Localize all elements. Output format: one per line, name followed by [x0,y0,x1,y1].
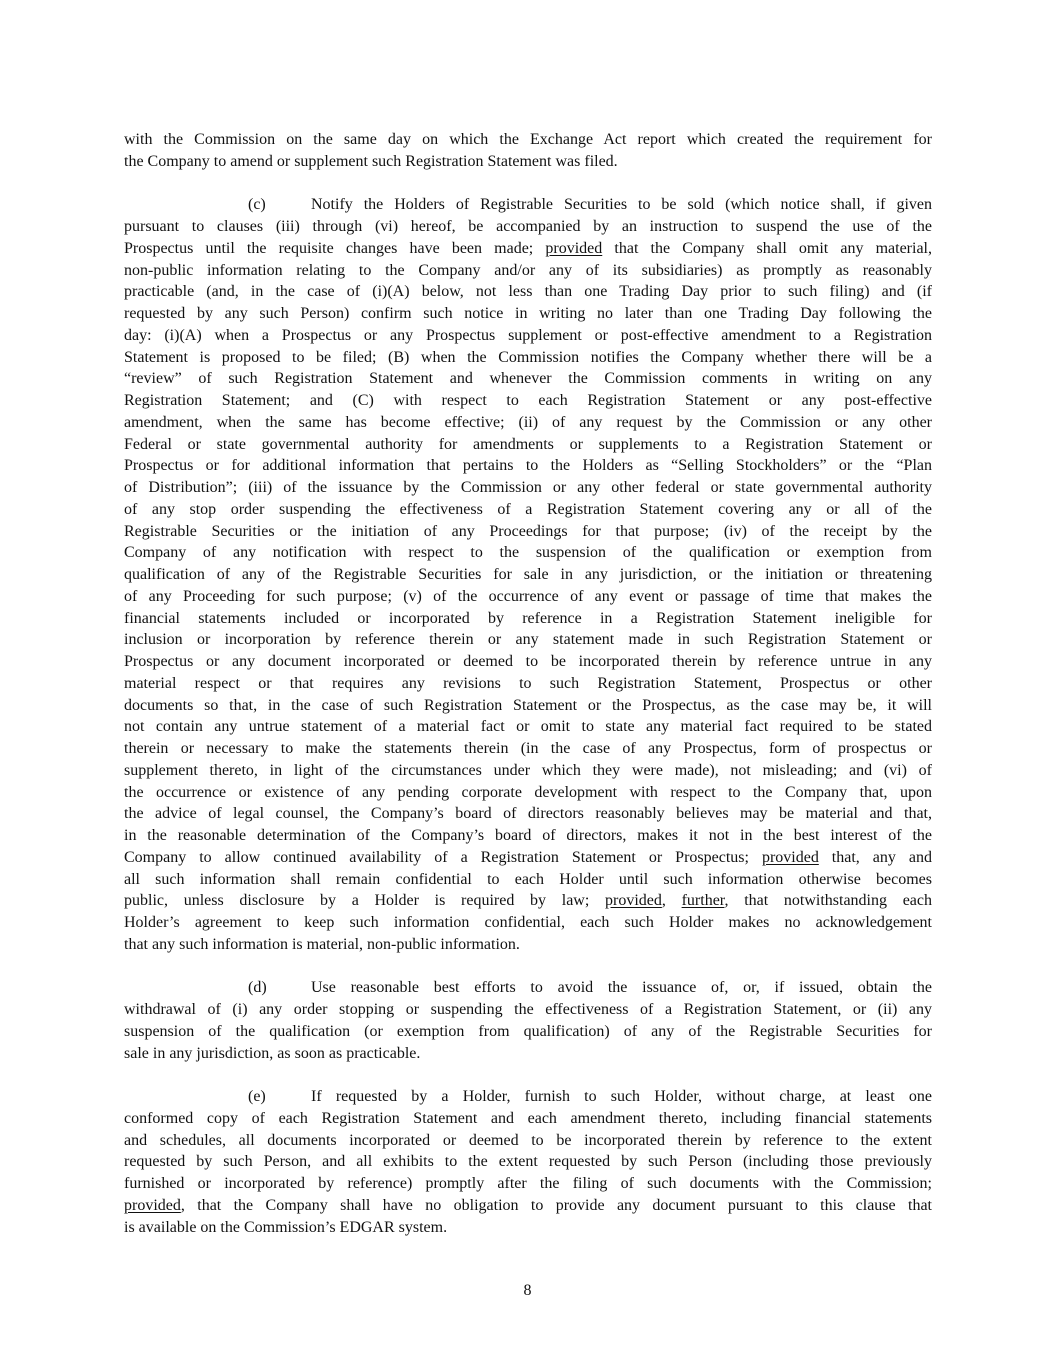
text-segment: , [661,892,682,910]
section-label: (e) [248,1088,266,1105]
text-line [124,847,932,869]
text-line [124,760,932,782]
text-segment: of any Proceeding for such purpose; (v) of the occurrence of any event or passage of time that makes the [124,587,932,605]
paragraph-continuation [124,129,932,173]
text-segment: suspension of the qualification (or exemption from qualification) of any of the Registrable Securities for [124,1022,932,1040]
text-line [124,1130,932,1152]
text-segment: sale in any jurisdiction, as soon as practicable. [124,1044,421,1062]
text-line [124,303,932,325]
text-line [124,869,932,891]
text-segment: the occurrence or existence of any pending corporate development with respect to the Company that, upon [124,783,932,801]
text-segment: Holder’s agreement to keep such information confidential, each such Holder makes no acknowledgement [124,914,932,931]
text-line [124,412,932,434]
text-line [124,368,932,390]
text-segment: material respect or that requires any revisions to such Registration Statement, Prospectus or other [124,674,932,692]
text-segment: Prospectus or for additional information that pertains to the Holders as “Selling Stockholders” or the “Plan [124,457,932,475]
text-line [124,521,932,543]
text-segment: withdrawal of (i) any order stopping or suspending the effectiveness of a Registration Statement, or (ii) any [124,1001,932,1018]
text-line [124,455,932,477]
text-segment: that, any and [818,848,932,866]
text-segment: requested by such Person, and all exhibits to the extent requested by such Person (including those previously [124,1153,932,1171]
text-line [124,608,932,630]
text-segment: qualification of any of the Registrable Securities for sale in any jurisdiction, or the initiation or threatening [124,566,932,583]
text-segment: Prospectus until the requisite changes have been made; [124,239,546,257]
text-segment: Prospectus or any document incorporated or deemed to be incorporated therein by reference untrue in any [124,653,932,670]
text-segment: conformed copy of each Registration Statement and each amendment thereto, including financial statements [124,1109,932,1127]
text-line [124,1217,932,1239]
text-line [124,151,932,173]
text-segment: Use reasonable best efforts to avoid the issuance of, or, if issued, obtain the [311,979,932,997]
text-line [124,1173,932,1195]
text-segment: , that the Company shall have no obligation to provide any document pursuant to this clause that [180,1196,932,1214]
section-d [124,977,932,1064]
text-line [124,977,932,999]
text-segment: the advice of legal counsel, the Company’s board of directors reasonably believes may be material and that, [124,805,932,823]
text-segment: not contain any untrue statement of a material fact or omit to state any material fact required to be stated [124,718,932,736]
text-line [124,325,932,347]
underlined-term: further [681,892,725,910]
text-line [124,651,932,673]
text-segment: is available on the Commission’s EDGAR system. [124,1218,448,1236]
text-line [124,1195,932,1217]
text-segment: financial statements included or incorporated by reference in a Registration Statement ineligible for [124,609,932,627]
text-segment: with the Commission on the same day on which the Exchange Act report which created the requirement for [124,131,932,148]
text-segment: amendment, when the same has become effective; (ii) of any request by the Commission or any other [124,413,932,431]
document-page [124,129,932,1260]
text-line [124,782,932,804]
text-segment: Federal or state governmental authority for amendments or supplements to a Registration Statement or [124,435,932,453]
text-line [124,260,932,282]
text-line [124,1151,932,1173]
text-segment: Registrable Securities or the initiation of any Proceedings for that purpose; (iv) of the receipt by the [124,522,932,540]
text-line [124,434,932,456]
text-segment: requested by any such Person) confirm such notice in writing no later than one Trading Day following the [124,305,932,322]
text-line [124,695,932,717]
text-line [124,238,932,260]
text-line [124,803,932,825]
section-c [124,194,932,955]
text-segment: of Distribution”; (iii) of the issuance by the Commission or any other federal or state governmental authority [124,479,932,496]
text-line [124,499,932,521]
text-line [124,999,932,1021]
text-line [124,716,932,738]
text-segment: furnished or incorporated by reference) promptly after the filing of such documents with the Commission; [124,1175,932,1192]
text-line [124,1043,932,1065]
text-segment: Notify the Holders of Registrable Securities to be sold (which notice shall, if given [311,196,932,214]
text-line [124,477,932,499]
text-segment: in the reasonable determination of the Company’s board of directors, makes it not in the best interest of the [124,827,932,844]
text-line [124,1021,932,1043]
text-segment: public, unless disclosure by a Holder is required by law; [124,892,605,910]
text-line [124,347,932,369]
text-line [124,281,932,303]
text-segment: day: (i)(A) when a Prospectus or any Prospectus supplement or post-effective amendment to a Registration [124,326,932,344]
text-line [124,912,932,934]
text-segment: supplement thereto, in light of the circumstances under which they were made), not misleading; and (vi) of [124,761,932,779]
page-number: 8 [523,1282,532,1299]
text-segment: therein or necessary to make the statements therein (in the case of any Prospectus, form of prospectus or [124,740,932,757]
section-label: (d) [248,979,267,997]
text-segment: “review” of such Registration Statement and whenever the Commission comments in writing on any [124,370,932,388]
underlined-term: provided [761,848,819,866]
text-segment: the Company to amend or supplement such Registration Statement was filed. [124,152,618,170]
text-line [124,129,932,151]
text-line [124,586,932,608]
text-line [124,194,932,216]
text-segment: of any stop order suspending the effectiveness of a Registration Statement covering any or all of the [124,500,932,518]
text-segment: , that notwithstanding each [724,892,933,910]
text-line [124,1086,932,1108]
text-segment: that any such information is material, non-public information. [124,935,520,953]
text-line [124,934,932,956]
text-segment: If requested by a Holder, furnish to such Holder, without charge, at least one [311,1088,932,1105]
text-line [124,673,932,695]
text-segment: all such information shall remain confidential to each Holder until such information otherwise becomes [124,870,932,888]
text-line [124,738,932,760]
text-segment: non-public information relating to the Company and/or any of its subsidiaries) as promptly as reasonably [124,261,932,279]
underlined-term: provided [605,892,662,910]
text-segment: practicable (and, in the case of (i)(A) below, not less than one Trading Day prior to such filing) and (if [124,283,932,301]
text-segment: inclusion or incorporation by reference therein or any statement made in such Registration Statement or [124,631,932,649]
text-segment: Registration Statement; and (C) with respect to each Registration Statement or any post-effective [124,392,932,409]
text-segment: Company of any notification with respect to the suspension of the qualification or exemption from [124,544,932,562]
underlined-term: provided [124,1196,181,1214]
underlined-term: provided [545,239,603,257]
text-line [124,1108,932,1130]
text-segment: documents so that, in the case of such Registration Statement or the Prospectus, as the case may be, it will [124,696,932,714]
text-line [124,542,932,564]
text-segment: Statement is proposed to be filed; (B) when the Commission notifies the Company whether there will be a [124,348,932,366]
section-e [124,1086,932,1238]
text-line [124,564,932,586]
text-line [124,825,932,847]
text-line [124,890,932,912]
text-segment: that the Company shall omit any material, [602,239,933,257]
text-line [124,390,932,412]
text-line [124,629,932,651]
text-segment: Company to allow continued availability of a Registration Statement or Prospectus; [124,848,762,866]
section-label: (c) [248,196,266,214]
text-line [124,216,932,238]
text-segment: pursuant to clauses (iii) through (vi) hereof, be accompanied by an instruction to suspend the use of the [124,218,932,235]
text-segment: and schedules, all documents incorporated or deemed to be incorporated therein by reference to the extent [124,1131,932,1149]
